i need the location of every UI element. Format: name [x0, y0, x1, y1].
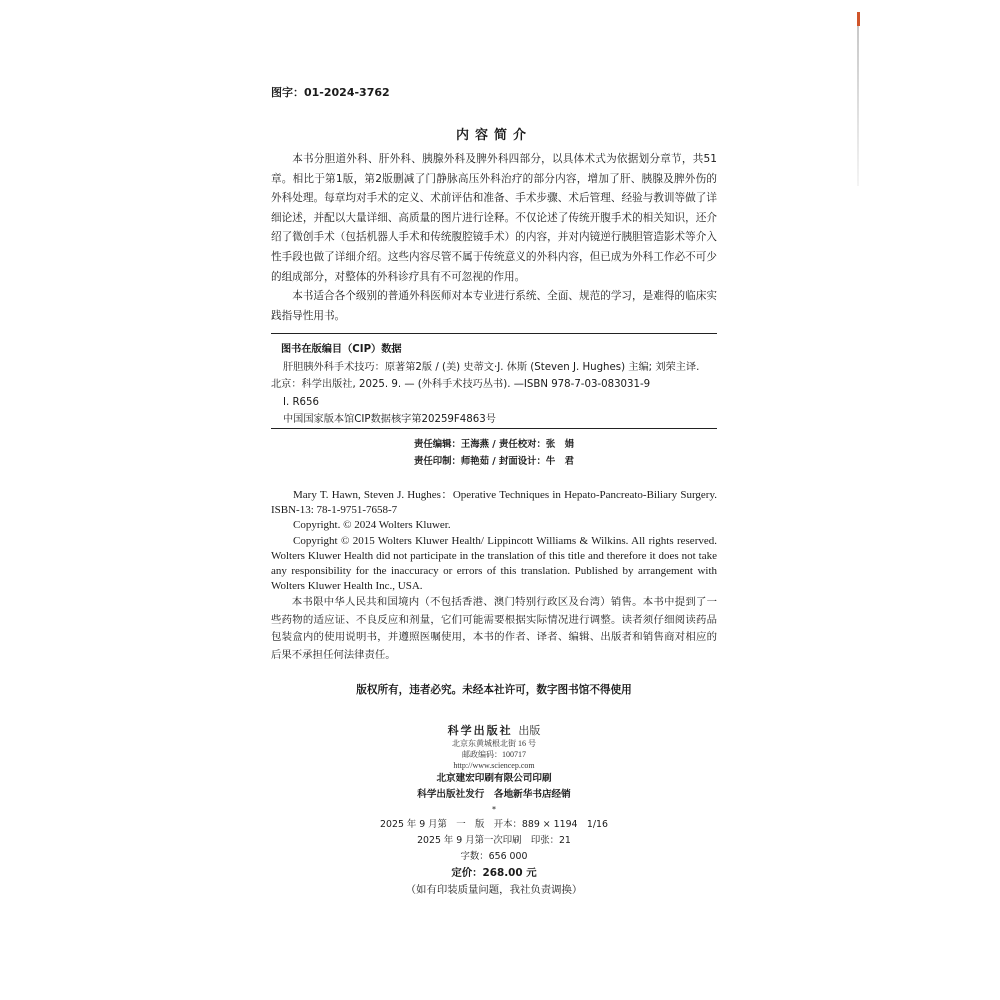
distribution-line: 科学出版社发行 各地新华书店经销: [417, 789, 571, 800]
copyright-line: Copyright. © 2024 Wolters Kluwer.: [293, 519, 451, 532]
publisher-postcode: 邮政编码：100717: [462, 750, 526, 759]
cip-line: 肝胆胰外科手术技巧：原著第2版 / (美) 史蒂文·J. 休斯 (Steven J. Hughes) 主编; 刘荣主译.: [283, 361, 700, 373]
word-count: 字数：656 000: [460, 851, 528, 862]
copyright-block: [271, 488, 717, 664]
cip-line: Ⅰ. R656: [283, 396, 320, 408]
staff-line: 责任印制：师艳茹 / 封面设计：牛 君: [414, 456, 574, 467]
staff-credits: [271, 436, 717, 470]
cip-top-rule: [271, 333, 717, 334]
price: 定价：268.00 元: [451, 867, 537, 879]
intro-paragraph: 本书分胆道外科、肝外科、胰腺外科及脾外科四部分，以具体术式为依据划分章节，共51章。相比于第1版，第2版删减了门静脉高压外科治疗的部分内容，增加了肝、胰腺及脾外伤的外科处理。每章均对手术的定义、术前评估和准备、手术步骤、术后管理、经验与教训等做了详细论述，并配以大量详细、高质量的图片进行诠释。不仅论述了传统开腹手术的相关知识，还介绍了微创手术（包括机器人手术和传统腹腔镜手术）的内容，并对内镜逆行胰胆管造影术等介入性手段也做了详细介绍。这些内容尽管不属于传统意义的外科内容，但已成为外科工作必不可少的组成部分，对整体的外科诊疗具有不可忽视的作用。: [271, 153, 717, 283]
cip-line: 北京：科学出版社, 2025. 9. — (外科手术技巧丛书). —ISBN 978-7-03-083031-9: [271, 379, 651, 390]
printing-line: 2025 年 9 月第一次印刷 印张：21: [417, 835, 571, 846]
publisher-name: [271, 722, 717, 738]
scrollbar-track[interactable]: [857, 26, 859, 186]
staff-line: 责任编辑：王海燕 / 责任校对：张 娟: [414, 439, 574, 450]
scrollbar-accent[interactable]: [857, 12, 860, 26]
cip-bottom-rule: [271, 428, 717, 429]
intro-title: 内容简介: [455, 128, 532, 143]
cip-block: [271, 341, 717, 429]
cip-title: 图书在版编目（CIP）数据: [281, 344, 402, 355]
separator-star: *: [492, 805, 496, 814]
approval-number: 图字：01-2024-3762: [271, 86, 390, 99]
publisher-suffix: 出版: [518, 724, 541, 737]
rights-notice: 版权所有，违者必究。未经本社许可，数字图书馆不得使用: [356, 684, 632, 696]
sales-notice: 本书限中华人民共和国境内（不包括香港、澳门特别行政区及台湾）销售。本书中提到了一些药物的适应证、不良反应和剂量，它们可能需要根据实际情况进行调整。读者须仔细阅读药品包装盒内的使用说明书，并遵照医嘱使用，本书的作者、译者、编辑、出版者和销售商对相应的后果不承担任何法律责任。: [271, 596, 717, 661]
edition-line: 2025 年 9 月第 一 版 开本：889 × 1194 1/16: [380, 819, 608, 830]
intro-body: [271, 150, 717, 326]
copyright-line: Mary T. Hawn, Steven J. Hughes：Operative Techniques in Hepato-Pancreato-Biliary Surgery. ISBN-13: 78-1-9751-7658-7: [271, 489, 717, 517]
publisher-address: 北京东黄城根北街 16 号: [452, 739, 536, 748]
intro-paragraph: 本书适合各个级别的普通外科医师对本专业进行系统、全面、规范的学习，是难得的临床实践指导性用书。: [271, 290, 717, 322]
publisher-logo-text: 科学出版社: [447, 724, 513, 737]
imprint-block: [271, 722, 717, 899]
copyright-line: Copyright © 2015 Wolters Kluwer Health/ Lippincott Williams & Wilkins. All rights reserved. Wolters Kluwer Health did not participate in the translation of this title and therefore it does not take any responsibility for the inaccuracy or errors of this translation. Published by arrangement with Wolters Kluwer Health Inc., USA.: [271, 534, 717, 593]
cip-line: 中国国家版本馆CIP数据核字第20259F4863号: [283, 414, 496, 425]
publisher-url: http://www.sciencep.com: [453, 761, 535, 770]
quality-note: （如有印装质量问题，我社负责调换）: [405, 884, 583, 896]
printer-line: 北京建宏印刷有限公司印刷: [436, 773, 552, 784]
